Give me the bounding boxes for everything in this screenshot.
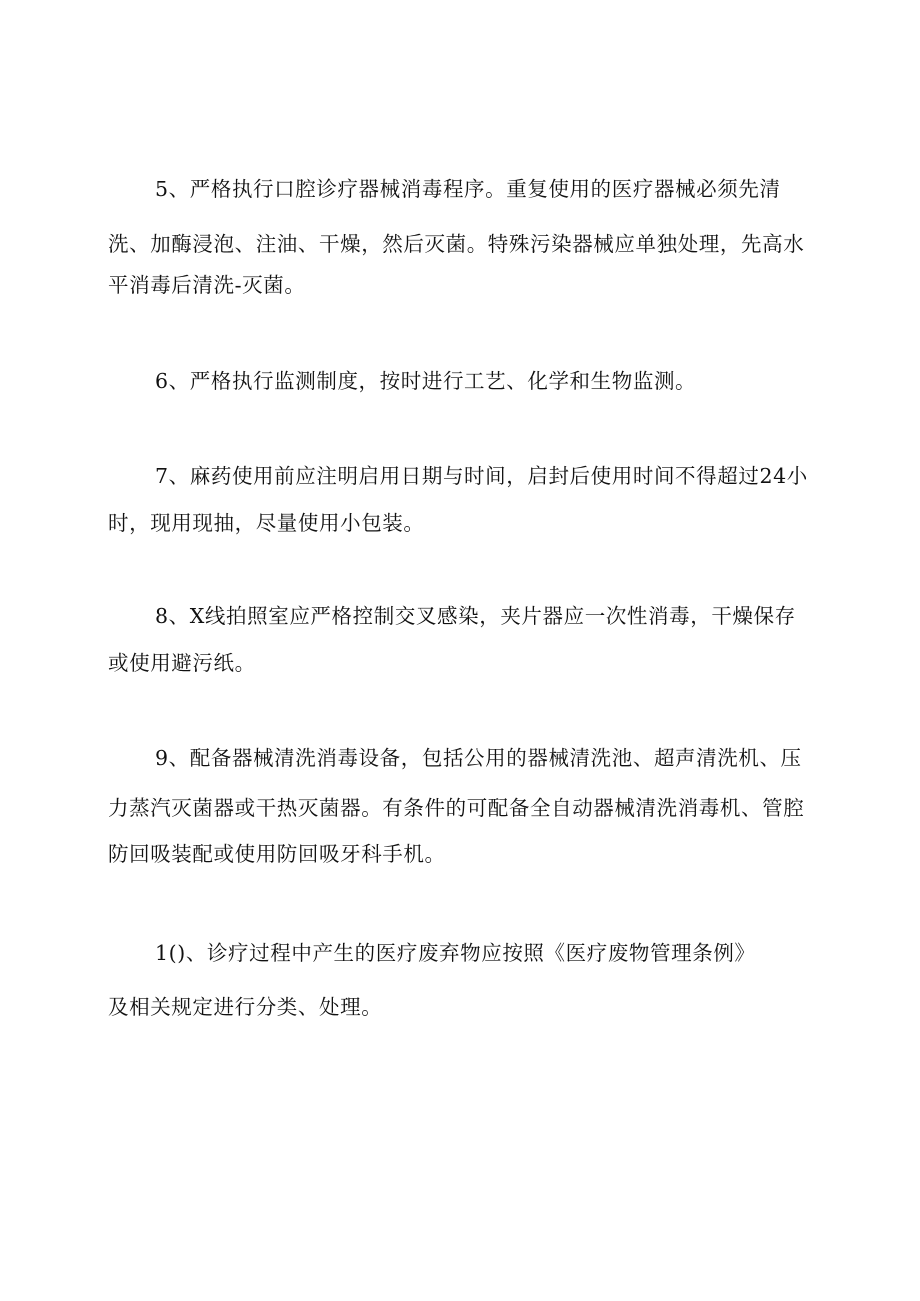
paragraph-line: 力蒸汽灭菌器或干热灭菌器。有条件的可配备全自动器械清洗消毒机、管腔 — [108, 796, 805, 820]
paragraph-line: 6、严格执行监测制度，按时进行工艺、化学和生物监测。 — [155, 369, 697, 393]
paragraph-line: 平消毒后清洗-灭菌。 — [108, 273, 306, 297]
paragraph-line: 洗、加酶浸泡、注油、干燥，然后灭菌。特殊污染器械应单独处理，先高水 — [108, 232, 805, 256]
paragraph-line: 时，现用现抽，尽量使用小包装。 — [108, 511, 425, 535]
paragraph-line: 8、X线拍照室应严格控制交叉感染，夹片器应一次性消毒，干燥保存 — [155, 604, 796, 628]
paragraph-line: 5、严格执行口腔诊疗器械消毒程序。重复使用的医疗器械必须先清 — [155, 177, 781, 201]
paragraph-line: 防回吸装配或使用防回吸牙科手机。 — [108, 842, 446, 866]
paragraph-line: 7、麻药使用前应注明启用日期与时间，启封后使用时间不得超过24小 — [155, 464, 808, 488]
paragraph-line: 1()、诊疗过程中产生的医疗废弃物应按照《医疗废物管理条例》 — [155, 941, 756, 965]
paragraph-line: 及相关规定进行分类、处理。 — [108, 995, 383, 1019]
paragraph-line: 9、配备器械清洗消毒设备，包括公用的器械清洗池、超声清洗机、压 — [155, 746, 802, 770]
paragraph-line: 或使用避污纸。 — [108, 651, 256, 675]
